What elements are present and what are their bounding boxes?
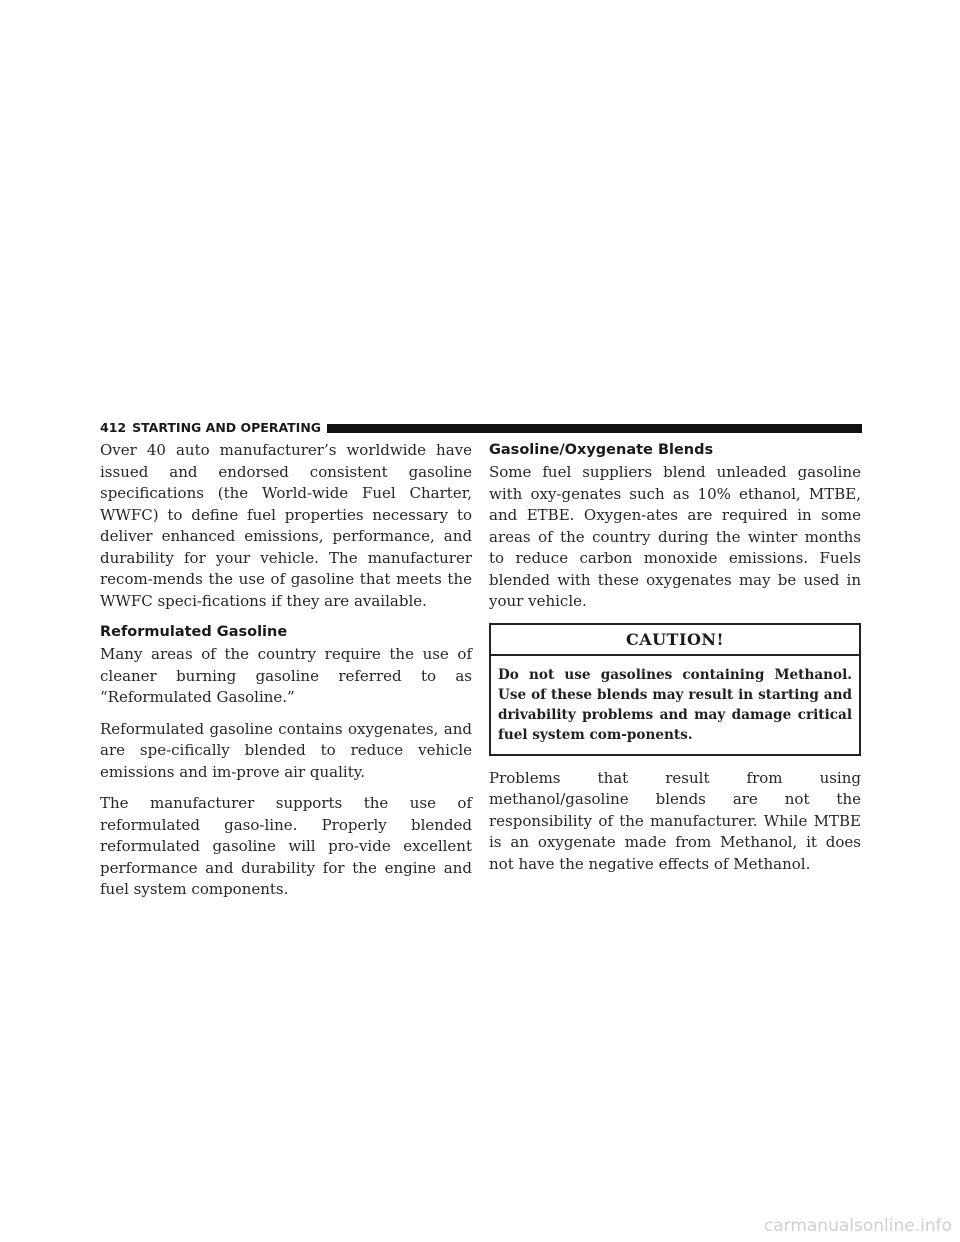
paragraph: Some fuel suppliers blend unleaded gasoline with oxy-genates such as 10% ethanol, MTBE, and ETBE. Oxygen-ates are required in some areas of the country during the winter months to reduce carbon monoxide emissions. Fuels blended with these oxygenates may be used in your vehicle. [489,463,861,610]
page-number: 412 [100,420,127,435]
page-header [100,422,862,434]
caution-box [489,623,861,756]
caution-body: Do not use gasolines containing Methanol. Use of these blends may result in starting and drivability problems and may damage critical fuel system com-ponents. [498,666,852,743]
header-rule [327,424,862,433]
paragraph: Many areas of the country require the use of cleaner burning gasoline referred to as “Reformulated Gasoline.” [100,645,472,706]
heading-reformulated-gasoline: Reformulated Gasoline [100,624,288,640]
left-column [100,440,472,911]
paragraph: Problems that result from using methanol/gasoline blends are not the responsibility of the manufacturer. While MTBE is an oxygenate made from Methanol, it does not have the negative effects of Methanol. [489,768,861,873]
paragraph: The manufacturer supports the use of reformulated gaso-line. Properly blended reformulated gasoline will pro-vide excellent performance and durability for the engine and fuel system components. [100,794,472,898]
heading-oxygenate-blends: Gasoline/Oxygenate Blends [489,442,714,458]
right-column [489,440,861,885]
intro-paragraph: Over 40 auto manufacturer’s worldwide have issued and endorsed consistent gasoline specifications (the World-wide Fuel Charter, WWFC) to define fuel properties necessary to deliver enhanced emissions, performance, and durability for your vehicle. The manufacturer recom-mends the use of gasoline that meets the WWFC speci-fications if they are available. [100,441,472,610]
watermark: carmanualsonline.info [763,1216,952,1236]
caution-title: CAUTION! [491,625,859,656]
paragraph: Reformulated gasoline contains oxygenates, and are spe-cifically blended to reduce vehicle emissions and im-prove air quality. [100,719,472,781]
section-title: STARTING AND OPERATING [132,420,322,435]
